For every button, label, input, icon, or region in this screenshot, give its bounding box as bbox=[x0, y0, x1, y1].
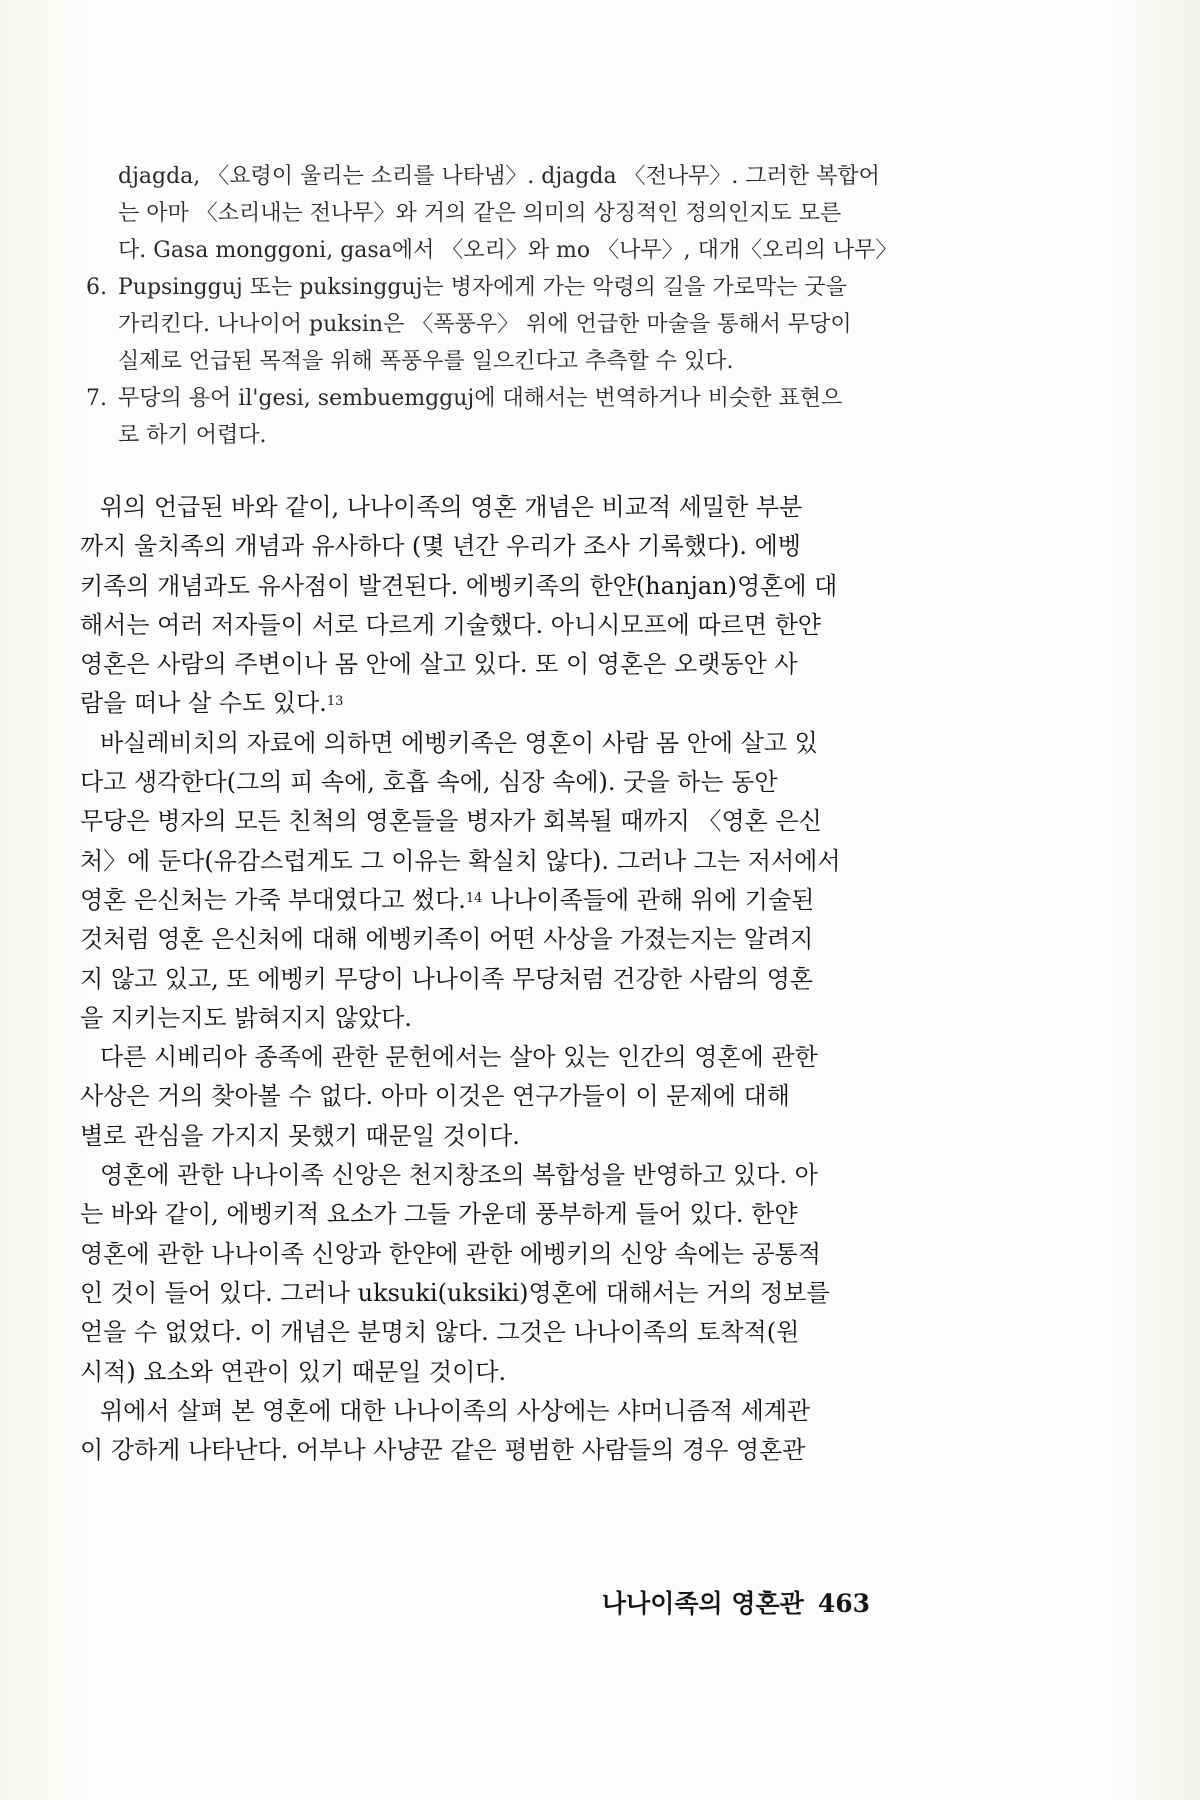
body-line-text: 다고 생각한다(그의 피 속에, 호흡 속에, 심장 속에). 굿을 하는 동안 bbox=[80, 768, 778, 797]
note-line bbox=[118, 343, 878, 380]
body-line bbox=[80, 684, 875, 723]
body-line-text: 사상은 거의 찾아볼 수 없다. 아마 이것은 연구가들이 이 문제에 대해 bbox=[80, 1082, 790, 1111]
body-line-text-continued: 나나이족들에 관해 위에 기술된 bbox=[482, 885, 815, 914]
body-line-text: 이 강하게 나타난다. 어부나 사냥꾼 같은 평범한 사람들의 경우 영혼관 bbox=[80, 1436, 806, 1465]
body-text bbox=[80, 488, 875, 1470]
body-line-text: 처〉에 둔다(유감스럽게도 그 이유는 확실치 않다). 그러나 그는 저서에서 bbox=[80, 846, 841, 875]
body-line bbox=[80, 1038, 875, 1077]
note-text: 무당의 용어 il'gesi, sembuemgguj에 대해서는 번역하거나 비슷한 표현으 bbox=[118, 386, 843, 411]
body-line bbox=[80, 1156, 875, 1195]
body-line bbox=[80, 920, 875, 959]
body-line-text: 것처럼 영혼 은신처에 대해 에벵키족이 어떤 사상을 가졌는지는 알려지 bbox=[80, 925, 814, 954]
body-line-text: 키족의 개념과도 유사점이 발견된다. 에벵키족의 한얀(hanjan)영혼에 대 bbox=[80, 571, 838, 600]
note-line bbox=[118, 195, 878, 232]
body-line bbox=[80, 724, 875, 763]
body-line bbox=[80, 999, 875, 1038]
body-line-text: 시적) 요소와 연관이 있기 때문일 것이다. bbox=[80, 1357, 507, 1386]
body-line bbox=[80, 1195, 875, 1234]
note-line bbox=[86, 269, 878, 306]
body-line-text: 인 것이 들어 있다. 그러나 uksuki(uksiki)영혼에 대해서는 거의 정보를 bbox=[80, 1278, 830, 1307]
note-number: 6. bbox=[86, 275, 107, 300]
body-line-text: 해서는 여러 저자들이 서로 다르게 기술했다. 아니시모프에 따르면 한얀 bbox=[80, 610, 821, 639]
note-text: 다. Gasa monggoni, gasa에서 〈오리〉와 mo 〈나무〉, 대개〈오리의 나무〉 bbox=[118, 238, 898, 263]
body-line bbox=[80, 1431, 875, 1470]
body-line-text: 다른 시베리아 종족에 관한 문헌에서는 살아 있는 인간의 영혼에 관한 bbox=[100, 1043, 818, 1072]
note-line bbox=[118, 417, 878, 454]
body-line bbox=[80, 1392, 875, 1431]
body-line-text: 위의 언급된 바와 같이, 나나이족의 영혼 개념은 비교적 세밀한 부분 bbox=[100, 493, 803, 521]
body-line-text: 영혼에 관한 나나이족 신앙은 천지창조의 복합성을 반영하고 있다. 아 bbox=[100, 1161, 818, 1190]
body-line bbox=[80, 1235, 875, 1274]
body-line-text: 지 않고 있고, 또 에벵키 무당이 나나이족 무당처럼 건강한 사람의 영혼 bbox=[80, 964, 814, 993]
body-line bbox=[80, 1274, 875, 1313]
body-line bbox=[80, 488, 875, 527]
body-line bbox=[80, 763, 875, 802]
note-text: djagda, 〈요령이 울리는 소리를 나타냄〉. djagda 〈전나무〉. 그러한 복합어 bbox=[118, 164, 880, 189]
note-line bbox=[86, 380, 878, 417]
footnote-reference: 13 bbox=[326, 694, 344, 710]
body-line-text: 까지 울치족의 개념과 유사하다 (몇 년간 우리가 조사 기록했다). 에벵 bbox=[80, 532, 801, 561]
note-text: 로 하기 어렵다. bbox=[118, 423, 267, 448]
body-line bbox=[80, 1353, 875, 1392]
body-line-text: 별로 관심을 가지지 못했기 때문일 것이다. bbox=[80, 1121, 520, 1150]
note-line bbox=[118, 306, 878, 343]
note-text: Pupsingguj 또는 puksingguj는 병자에게 가는 악령의 길을 가로막는 굿을 bbox=[118, 275, 847, 300]
page-footer bbox=[602, 1584, 870, 1620]
body-line-text: 람을 떠나 살 수도 있다. bbox=[80, 689, 327, 718]
body-line-text: 영혼에 관한 나나이족 신앙과 한얀에 관한 에벵키의 신앙 속에는 공통적 bbox=[80, 1239, 821, 1268]
note-text: 실제로 언급된 목적을 위해 폭풍우를 일으킨다고 추측할 수 있다. bbox=[118, 349, 734, 374]
body-line-text: 무당은 병자의 모든 친척의 영혼들을 병자가 회복될 때까지 〈영혼 은신 bbox=[80, 807, 822, 836]
body-line-text: 얻을 수 없었다. 이 개념은 분명치 않다. 그것은 나나이족의 토착적(원 bbox=[80, 1318, 800, 1347]
body-line bbox=[80, 842, 875, 881]
note-line bbox=[118, 158, 878, 195]
endnotes bbox=[86, 158, 898, 454]
body-line bbox=[80, 527, 875, 566]
body-line bbox=[80, 1117, 875, 1156]
body-line-text: 을 지키는지도 밝혀지지 않았다. bbox=[80, 1003, 412, 1032]
body-line bbox=[80, 645, 875, 684]
body-line bbox=[80, 1313, 875, 1352]
note-text: 는 아마 〈소리내는 전나무〉와 거의 같은 의미의 상징적인 정의인지도 모른 bbox=[118, 201, 842, 226]
footnote-reference: 14 bbox=[465, 890, 483, 906]
body-line bbox=[80, 606, 875, 645]
body-line bbox=[80, 567, 875, 606]
note-text: 가리킨다. 나나이어 puksin은 〈폭풍우〉 위에 언급한 마술을 통해서 무당이 bbox=[118, 312, 852, 337]
running-title: 나나이족의 영혼관 bbox=[601, 1589, 804, 1618]
body-line-text: 바실레비치의 자료에 의하면 에벵키족은 영혼이 사람 몸 안에 살고 있 bbox=[100, 728, 818, 757]
body-line bbox=[80, 881, 875, 920]
body-line-text: 영혼 은신처는 가죽 부대였다고 썼다. bbox=[80, 885, 466, 914]
page-number: 463 bbox=[817, 1589, 870, 1618]
body-line bbox=[80, 802, 875, 841]
note-line bbox=[118, 232, 898, 269]
note-number: 7. bbox=[86, 386, 107, 411]
body-line-text: 영혼은 사람의 주변이나 몸 안에 살고 있다. 또 이 영혼은 오랫동안 사 bbox=[80, 650, 798, 679]
body-line bbox=[80, 960, 875, 999]
body-line-text: 위에서 살펴 본 영혼에 대한 나나이족의 사상에는 샤머니즘적 세계관 bbox=[100, 1396, 811, 1425]
body-line-text: 는 바와 같이, 에벵키적 요소가 그들 가운데 풍부하게 들어 있다. 한얀 bbox=[80, 1200, 798, 1229]
body-line bbox=[80, 1077, 875, 1116]
